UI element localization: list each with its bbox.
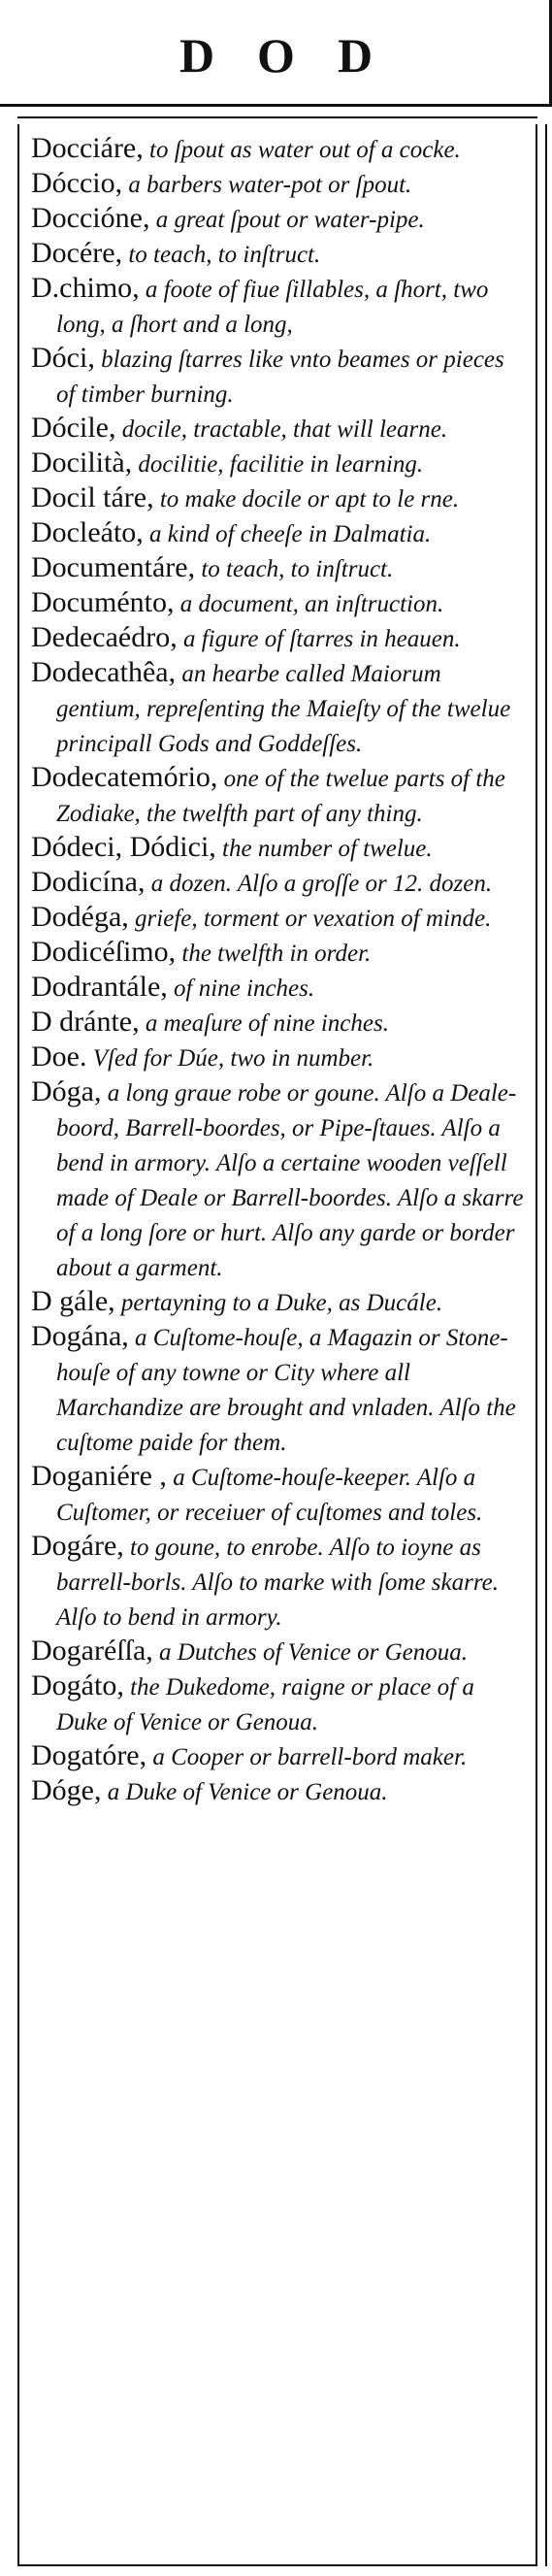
entry-headword: Dóci, [31,342,95,374]
entry-headword: Dogáto, [31,1669,124,1701]
dictionary-entry [31,1530,528,1635]
page-header [0,0,552,107]
dictionary-entry [31,656,528,761]
dictionary-entry [31,412,528,446]
entry-headword: Dogána, [31,1320,129,1352]
dictionary-entry [31,866,528,901]
entry-definition: a Cuſtome-houſe, a Magazin or Stone-houſe of any towne or City where all Marchandize are brought and vnladen. Alſo the cuſtome paide for them. [56,1325,516,1456]
entry-headword: Dogatóre, [31,1739,147,1771]
entry-headword: Doccióne, [31,202,150,234]
entry-definition: a Duke of Venice or Genoua. [101,1779,388,1805]
entry-definition: a Dutches of Venice or Genoua. [152,1639,469,1666]
entry-definition: a Cuſtome-houſe-keeper. Alſo a Cuſtomer, or receiuer of cuſtomes and toles. [56,1465,483,1526]
entry-definition: a foote of fiue ſillables, a ſhort, two long, a ſhort and a long, [56,277,489,338]
entry-headword: Dóccio, [31,167,123,199]
entry-headword: Dóge, [31,1774,102,1806]
entry-headword: Doe. [31,1040,87,1073]
entry-definition: to teach, to inſtruct. [195,556,394,582]
dictionary-entry [31,1040,528,1075]
dictionary-entry [31,971,528,1006]
dictionary-entry [31,1739,528,1774]
dictionary-entry [31,1320,528,1460]
dictionary-entry [31,831,528,866]
entry-definition: pertayning to a Duke, as Ducále. [114,1290,443,1316]
entry-definition: the twelfth in order. [176,941,372,967]
entry-headword: Documénto, [31,586,175,618]
entry-headword: Dócile, [31,412,116,444]
dictionary-entry [31,621,528,656]
entry-headword: Doganiére , [31,1460,167,1492]
entry-headword: Docciáre, [31,132,144,164]
entry-definition: a great ſpout or water-pipe. [149,207,425,233]
dictionary-entry [31,202,528,237]
entry-definition: of nine inches. [167,975,315,1002]
entry-definition: a Cooper or barrell-bord maker. [146,1744,468,1770]
dictionary-entry [31,761,528,831]
dictionary-entry [31,1460,528,1530]
dictionary-entry [31,132,528,167]
entry-headword: Docilità, [31,446,133,479]
entry-definition: docilitie, facilitie in learning. [132,451,424,478]
entry-list [31,132,528,1809]
entry-headword: Dodéga, [31,901,129,933]
dictionary-entry [31,1669,528,1739]
entry-definition: a barbers water-pot or ſpout. [122,172,412,198]
entry-definition: the number of twelue. [215,836,433,862]
entry-headword: Docleáto, [31,516,144,548]
entry-definition: a document, an inſtruction. [174,591,444,617]
entry-definition: Vſed for Dúe, two in number. [86,1045,374,1072]
dictionary-entry [31,1774,528,1809]
entry-headword: D.chimo, [31,272,140,304]
dictionary-entry [31,551,528,586]
entry-definition: to teach, to inſtruct. [122,242,321,268]
entry-headword: D dránte, [31,1006,140,1038]
column-top-rule [17,116,537,118]
dictionary-entry [31,516,528,551]
dictionary-entry [31,586,528,621]
entry-definition: to ſpout as water out of a cocke. [143,137,461,163]
dictionary-entry [31,1075,528,1285]
dictionary-entry [31,167,528,202]
entry-headword: Documentáre, [31,551,196,583]
dictionary-entry [31,1285,528,1320]
entry-definition: an hearbe called Maiorum gentium, repreſenting the Maieſty of the twelue principall Gods and Goddeſſes. [56,661,511,757]
entry-headword: Dódeci, Dódici, [31,831,216,863]
entry-headword: Dóga, [31,1075,102,1107]
entry-headword: Docére, [31,237,123,269]
entry-headword: Dogáre, [31,1530,124,1562]
entry-headword: Dodicéſimo, [31,936,177,968]
dictionary-entry [31,446,528,481]
running-head: DOD [179,28,416,83]
dictionary-entry [31,481,528,516]
entry-headword: Docil táre, [31,481,154,513]
dictionary-entry [31,1635,528,1669]
entry-definition: to goune, to enrobe. Alſo to ioyne as barrell-borls. Alſo to marke with ſome skarre. Alſo to bend in armory. [56,1535,499,1631]
dictionary-entry [31,1006,528,1040]
entry-headword: Dodecatemório, [31,761,218,793]
dictionary-entry [31,237,528,272]
entry-headword: Dodrantále, [31,971,168,1003]
entry-definition: one of the twelue parts of the Zodiake, the twelfth part of any thing. [56,766,505,827]
entry-definition: a dozen. Alſo a groſſe or 12. dozen. [145,871,493,897]
entry-definition: the Dukedome, raigne or place of a Duke of Venice or Genoua. [56,1674,474,1735]
outer-margin-rule [545,124,547,2566]
entry-headword: Dodecathêa, [31,656,177,688]
dictionary-entry [31,342,528,412]
entry-headword: Dogaréſſa, [31,1635,153,1667]
dictionary-entry [31,901,528,936]
entry-headword: D gále, [31,1285,115,1317]
entry-headword: Dodicína, [31,866,146,898]
entry-definition: a meaſure of nine inches. [139,1010,389,1037]
entry-definition: blazing ſtarres like vnto beames or pieces of timber burning. [56,347,504,408]
dictionary-entry [31,936,528,971]
entry-definition: a figure of ſtarres in heauen. [177,626,461,652]
entry-definition: a long graue robe or goune. Alſo a Deale-boord, Barrell-boordes, or Pipe-ſtaues. Alſo a bend in armory. Alſo a certaine wooden veſſell made of Deale or Barrell-boordes. Alſo a skarre of a long ſore or hurt. Alſo any garde or border about a garment. [56,1080,524,1281]
entry-definition: griefe, torment or vexation of minde. [128,906,492,932]
dictionary-entry [31,272,528,342]
entry-headword: Dedecaédro, [31,621,178,653]
entry-definition: docile, tractable, that will learne. [115,416,448,443]
entry-definition: to make docile or apt to le rne. [153,486,460,512]
entry-definition: a kind of cheeſe in Dalmatia. [143,521,432,547]
